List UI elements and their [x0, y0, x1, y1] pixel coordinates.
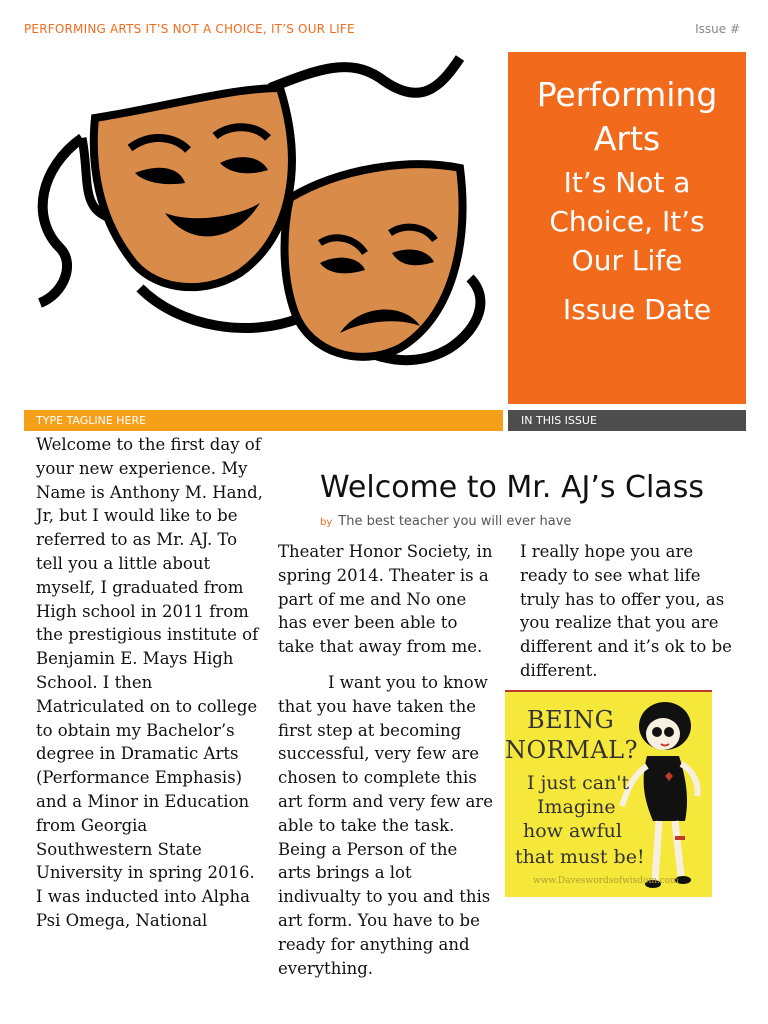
poster-line: BEING	[527, 706, 615, 734]
being-normal-poster	[505, 690, 712, 897]
poster-line: that must be!	[515, 846, 645, 868]
poster-line: NORMAL?	[505, 736, 638, 764]
by-label: by	[320, 517, 333, 528]
article-column-2	[278, 540, 493, 980]
title-line: Choice, It’s	[549, 205, 705, 238]
title-line: Our Life	[571, 244, 683, 277]
poster-credit: www.Daveswordsofwisdom.com	[533, 876, 679, 886]
byline	[320, 510, 571, 529]
article-headline: Welcome to Mr. AJ’s Class	[320, 470, 704, 505]
title-line: Performing	[536, 75, 718, 114]
tagline-text: TYPE TAGLINE HERE	[36, 414, 147, 427]
article-subtitle: The best teacher you will ever have	[338, 514, 572, 529]
poster-line: how awful	[523, 820, 622, 842]
issue-date: Issue Date	[562, 293, 712, 326]
article-column-1: Welcome to the first day of your new experience. My Name is Anthony M. Hand, Jr, but I would like to be referred to as Mr. AJ. To tell you a little about myself, I graduated from High school in 2011 from the prestigious institute of Benjamin E. Mays High School. I then Matriculated on to college to obtain my Bachelor’s degree in Dramatic Arts (Performance Emphasis) and a Minor in Education from Georgia Southwestern State University in spring 2016. I was inducted into Alpha Psi Omega, National	[36, 435, 263, 930]
poster-line: Imagine	[537, 796, 616, 818]
title-line: It’s Not a	[563, 166, 691, 199]
article-column-3: I really hope you are ready to see what life truly has to offer you, as you realize that you are different and it’s ok to be different.	[520, 542, 732, 680]
poster-line: I just can't	[527, 772, 630, 794]
running-title: PERFORMING ARTS IT’S NOT A CHOICE, IT’S OUR LIFE	[24, 22, 355, 36]
paragraph: Theater Honor Society, in spring 2014. Theater is a part of me and No one has ever been able to take that away from me.	[278, 542, 493, 657]
in-this-issue-label: IN THIS ISSUE	[521, 414, 597, 427]
title-line: Arts	[593, 119, 661, 158]
issue-number: Issue #	[695, 22, 740, 36]
title-box	[508, 52, 746, 404]
theater-masks-image	[20, 48, 505, 408]
paragraph: I want you to know that you have taken the first step at becoming successful, very few are chosen to complete this art form and very few are able to take the task. Being a Person of the arts brings a lot indivualty to you and this art form. You have to be ready for anything and everything.	[278, 672, 493, 978]
